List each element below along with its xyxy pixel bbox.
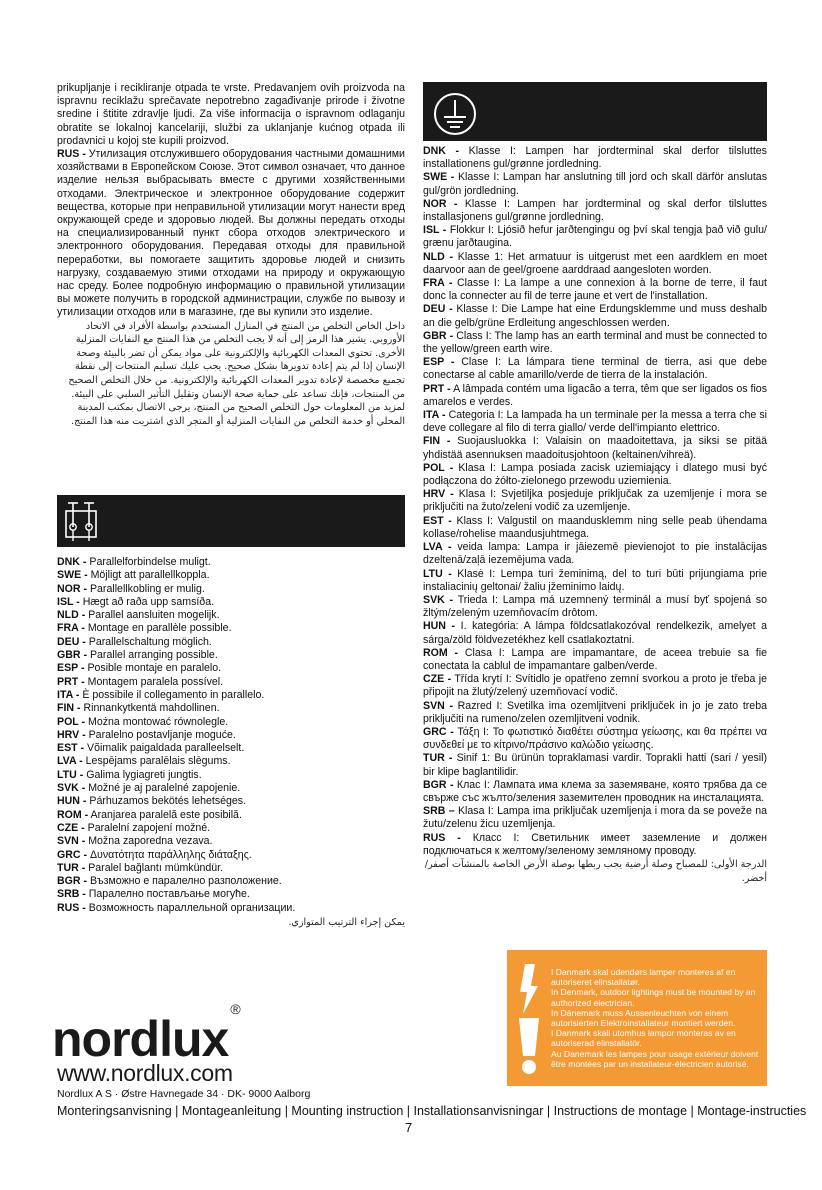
lang-code: EST - [57,742,85,755]
recycling-rus-text: Утилизация отслужившего оборудования частными домашними хозяйствами в Европейском Союзе. Этот символ означает, что данное изделие нельзя выбрасывать вместе с другими хозяйственными отходами. Электрическое и электронное оборудование содержит вещества, которые при неправильной утилизации могут нанести вред окружающей среде и здоровью людей. Вы должны передать отходы на специализированный пункт сбора отходов электрического и электронного оборудования. Передавая отходы для правильной переработки, вы помогаете защитить здоровье людей и снизить нагрузку, создаваемую этими отходами на природу и окружающую нас среду. Более подробную информацию о правильной утилизации вы можете получить в городской администрации, службе по вывозу и утилизации отходов или в магазине, где вы купили это изделие. [57,148,405,319]
logo-text: nordlux [52,1011,229,1067]
parallel-item-text: Paralelno postavljanje moguće. [88,728,236,741]
class1-list-item [423,779,767,805]
lang-code: LVA - [423,541,452,554]
parallel-list-item [57,742,405,755]
lang-code: SWE - [423,171,455,184]
class1-list-item [423,224,767,250]
lang-code: GRC - [57,848,88,861]
lang-code: ESP - [423,356,455,369]
class1-item-text: Class I: The lamp has an earth terminal and must be connected to the yellow/green earth wire. [423,329,768,356]
class1-item-text: Suojausluokka I: Valaisin on maadoitettava, ja siksi se pitää yhdistää asennuksen maadoitusjohtoon (keltainen/vihreä). [423,435,767,461]
lang-code: SVK - [57,782,86,795]
class1-list-item [423,647,767,673]
parallel-item-text: Možné je aj paralelné zapojenie. [88,782,241,795]
company-address: Nordlux A S · Østre Havnegade 34 · DK- 9000 Aalborg [57,1088,311,1100]
parallel-item-text: Võimalik paigaldada paralleelselt. [87,742,245,755]
parallel-list-item [57,649,405,662]
parallel-list-item [57,809,405,822]
parallel-list-item [57,556,405,569]
lang-code: NLD - [57,609,86,622]
class1-item-text: Klasse I: Die Lampe hat eine Erdungsklemme und muss deshalb an die gelb/grüne Erdleitung angeschlossen werden. [423,303,767,329]
parallel-list-item [57,902,405,915]
parallel-list-item [57,849,405,862]
parallel-list-item [57,622,405,635]
class1-item-text: Klasa I: Lampa posiada zacisk uziemiający i dlatego musi być podłączona do żółto-zielonego przewodu uziemienia. [423,461,767,488]
lang-code: DEU - [57,635,86,648]
parallel-item-text: Posible montaje en paralelo. [87,662,222,675]
warning-line: I Danmark skal udendørs lamper monteres af en autoriseret elinstallatør. [551,967,736,988]
class1-list-item [423,594,767,620]
parallel-list-item [57,755,405,768]
parallel-item-text: Parallelschaltung möglich. [88,635,212,648]
class1-list-item [423,700,767,726]
recycling-section [57,82,405,428]
parallel-item-text: Δυνατότητα παράλληλης διάταξης. [89,848,252,861]
parallel-item-text: Paralelní zapojení možné. [87,821,211,834]
class1-list-item [423,752,767,778]
lang-code: NLD - [423,250,454,263]
class1-item-text: Clasa I: Lampa are impamantare, de aceea trebuie sa fie conectata la cablul de impamantare galben/verde. [423,646,767,672]
recycling-rus-paragraph [57,148,405,320]
class1-item-text: Клас I: Лампата има клема за заземяване, която трябва да се свърже със жълто/зеления заземителен проводник на инсталацията. [423,778,767,804]
parallel-item-text: È possibile il collegamento in parallelo. [82,688,265,701]
class1-item-text: Klass I: Valgustil on maandusklemm ning selle peab ühendama kollase/rohelise maandusjuhtmega. [423,514,767,540]
warning-line: Au Danemark les lampes pour usage extérieur doivent être montées par un installateur-électricien autorisé. [551,1048,759,1069]
warning-text [551,967,763,1069]
parallel-list-item [57,662,405,675]
class1-item-text: veida lampa: Lampa ir jāiezemē pievienojot to pie instalācijas dzeltenā/zaļā iezemējuma vada. [423,541,768,567]
parallel-arabic-text: يمكن إجراء الترتيب المتوازي. [288,917,405,929]
lang-code: ROM - [57,808,89,821]
lang-code: RUS - [423,831,461,844]
parallel-list-item [57,782,405,795]
class1-item-text: Klasse I: Lampen har jordterminal skal derfor tilsluttes installationens gul/grønne jordledning. [423,145,767,171]
class1-list-item [423,568,767,594]
lightning-warning-icon [511,960,547,1078]
class1-list-item [423,515,767,541]
class1-item-text: Trieda I: Lampa má uzemnený terminál a musí byť spojená so žltým/zeleným uzemňovacím drôtom. [423,593,767,620]
lang-code: GBR - [57,649,88,662]
class1-item-text: Класс I: Светильник имеет заземление и должен подключаться к желтому/зеленому земляному проводу. [423,831,767,857]
lang-code: ITA - [423,409,446,422]
class1-list-item [423,673,767,699]
lang-code: HUN - [57,795,87,808]
lang-code: TUR - [423,752,453,765]
class1-item-text: A lâmpada contém uma ligacão a terra, têm que ser ligados os fios amarelos e verdes. [423,382,768,408]
class1-list [423,145,767,885]
class1-list-item [423,805,767,831]
lang-code: DEU - [423,303,453,316]
class1-list-item [423,198,767,224]
warning-line: I Danmark skall utomhus lampor monteras av en autoriserad elinstallatör. [551,1028,736,1049]
lang-code: PRT - [423,382,451,395]
recycling-hrv-text: prikupljanje i recikliranje otpada te vrste. Predavanjem ovih proizvoda na ispravnu reciklažu sprečavate nepotrebno zagađivanje prirode i životne sredine i štitite zdravlje ljudi. Za više informacija o ispravnom odlaganju obratite se lokalnoj kancelariji, službi za uklanjanje kućnog otpada ili prodavnici u kojoj ste kupili proizvod. [57,82,405,147]
class1-list-item [423,541,767,567]
lang-code: RUS - [57,901,86,914]
lang-code: LTU - [423,567,452,580]
warning-box [507,950,767,1086]
parallel-list-item [57,702,405,715]
class1-list-item [423,462,767,488]
lang-code: NOR - [57,582,88,595]
class1-item-text: Klasė I: Lempa turi žeminimą, del to turi būti prijungiama prie instaliacinių geltonai/ žaliu įžeminimo laidų. [423,567,767,593]
lang-code: POL - [423,461,454,474]
parallel-list-item [57,596,405,609]
parallel-item-text: Lespējams paralēlais slēgums. [85,755,231,768]
class1-list-item [423,145,767,171]
class1-item-text: Třída krytí I: Svítidlo je opatřeno zemní svorkou a proto je třeba je připojit na žlutý/zelený uzemňovací vodič. [423,673,767,699]
class1-list-item [423,303,767,329]
parallel-list-item [57,609,405,622]
parallel-item-text: Hægt að raða upp samsíða. [82,595,215,608]
class1-list-item [423,330,767,356]
parallel-item-text: Возможность параллельной организации. [88,901,296,914]
class1-item-text: Τάξη I: Το φωτιστικό διαθέτει σύστημα γείωσης, και θα πρέπει να συνδεθεί με το κίτρινο/πράσινο καλώδιο γείωσης. [423,725,767,752]
lang-code: EST - [423,514,452,527]
lang-code: FIN - [423,435,451,448]
class1-list-item [423,726,767,752]
lang-code: FIN - [57,702,81,715]
parallel-item-text: Parallel arranging possible. [89,649,218,662]
lang-code: RUS - [57,148,86,161]
lang-code: SVK - [423,593,454,606]
parallel-item-text: Montagem paralela possível. [87,675,224,688]
lang-code: BGR - [423,778,454,791]
lang-code: FRA - [423,277,453,290]
lang-code: SRB - [57,888,86,901]
lang-code: ITA - [57,688,80,701]
lang-code: SVN - [57,835,86,848]
parallel-list-item [57,835,405,848]
registered-mark: ® [230,1001,240,1018]
lang-code: PRT - [57,675,85,688]
parallel-connection-icon [59,497,104,545]
parallel-list-item [57,729,405,742]
lang-code: TUR - [57,861,86,874]
lang-code: BGR - [57,875,88,888]
lang-code: SVN - [423,699,453,712]
class1-item-text: Razred I: Svetilka ima ozemljitveni priključek in jo je zato treba priključiti na rumeno/zelen ozemljitveni vodnik. [423,699,767,725]
parallel-list-item [57,636,405,649]
lang-code: LTU - [57,768,84,781]
lang-code: CZE - [423,673,452,686]
lang-code: FRA - [57,622,85,635]
parallel-item-text: Parallelforbindelse muligt. [89,556,211,568]
lang-code: ISL - [423,224,447,237]
parallel-item-text: Párhuzamos bekötés lehetséges. [89,795,247,808]
class1-item-text: Sinif 1: Bu ürünün topraklamasi vardir. Toprakli hatti (sari / yesil) bir klipe baglantilidir. [423,752,767,778]
parallel-list-item [57,769,405,782]
class1-list-item [423,832,767,858]
class1-item-text: I. kategória: A lámpa földcsatlakozóval rendelkezik, amelyet a sárga/zöld földvezetékhez kell csatlakoztatni. [423,620,767,646]
warning-line: In Denmark, outdoor lightings must be mounted by an authorized electrician. [551,987,756,1008]
recycling-arabic-text: داخل الخاص التخلص من المنتج في المنازل المستخدم بواسطة الأفراد في الاتحاد الأوروبي. يشير هذا الرمز إلى أنه لا يجب التخلص من هذا المنتج مع النفايات المنزلية الأخرى. تحتوي المعدات الكهربائية والإلكترونية على مواد يمكن أن تضر بالبيئة وصحة الإنسان إذا لم يتم إعادة تدويرها بشكل صحيح. يجب عليك تسليم المنتجات إلى نقطة تجميع مخصصة لإعادة تدوير المعدات الكهربائية والإلكترونية. من خلال التخلص الصحيح من المنتجات، فإنك تساعد على حماية صحة الإنسان وتقليل التأثير السلبي على البيئة. لمزيد من المعلومات حول التخلص الصحيح من المنتج، يرجى الاتصال بمكتب المدينة المحلي أو خدمة التخلص من النفايات المنزلية أو المتجر الذي اشتريت منه هذا المنتج. [68,320,405,427]
lang-code: NOR - [423,197,458,210]
parallel-header-bar [57,495,405,547]
class1-item-text: Categoria I: La lampada ha un terminale per la messa a terra che si deve collegare al filo di terra giallo/ verde dell'impianto elettrico. [423,409,767,435]
parallel-list-item [57,822,405,835]
parallel-list-item [57,569,405,582]
class1-item-text: Klasse I: Lampan har anslutning till jord och skall därför anslutas gul/grön jordledning. [423,171,767,197]
lang-code: ESP - [57,662,85,675]
parallel-item-text: Možna zaporedna vezava. [88,835,213,848]
parallel-item-text: Parallellkobling er mulig. [89,582,205,595]
class1-item-text: Klasse I: Lampen har jordterminal og skal derfor tilsluttes installasjonens gul/grønne jordledning. [423,197,767,224]
class1-arabic-text: الدرجة الأولى: للمصباح وصلة أرضية يجب ربطها بوصلة الأرض الخاصة بالمنشآت أصفر/ أخضر. [424,858,767,884]
lang-code: HRV - [57,728,86,741]
class1-list-item [423,409,767,435]
parallel-list-item [57,689,405,702]
class1-list-item [423,356,767,382]
class1-item-text: Klasse 1: Het armatuur is uitgerust met een aardklem en moet daarvoor aan de geel/groene aarddraad aangesloten worden. [423,250,768,276]
class1-item-text: Flokkur I: Ljósið hefur jarðtengingu og því skal tengja það við gulu/ grænu jarðtaugina. [423,224,767,250]
parallel-item-text: Paralel bağlantı mümkündür. [88,861,224,874]
parallel-list-item [57,862,405,875]
lang-code: LVA - [57,755,83,768]
lang-code: GBR - [423,329,454,342]
earth-header-bar [423,82,767,141]
website-url[interactable]: www.nordlux.com [57,1060,233,1086]
page-number: 7 [405,1120,413,1135]
parallel-item-text: Паралелно постављање могуће. [88,888,250,901]
parallel-item-text: Възможно е паралелно разположение. [89,875,282,888]
parallel-item-text: Möjligt att parallellkoppla. [90,569,210,582]
parallel-item-text: Można montować równolegle. [88,715,229,728]
parallel-list-item [57,583,405,596]
lang-code: DNK - [423,145,460,157]
class1-item-text: Clase I: La lámpara tiene terminal de tierra, asi que debe conectarse al cable amarillo/verde de tierra de la instalación. [423,356,767,382]
parallel-item-text: Parallel aansluiten mogelijk. [88,609,220,622]
lang-code: DNK - [57,556,87,568]
class1-list-item [423,171,767,197]
lang-code: HUN - [423,620,456,633]
parallel-item-text: Rinnankytkentä mahdollinen. [83,702,220,715]
warning-line: In Dänemark muss Aussenleuchten von einem autorisierten Elektroinstallateur montiert werden. [551,1007,736,1029]
lang-code: ISL - [57,595,80,608]
class1-list-item [423,435,767,461]
class1-list-item [423,277,767,303]
lang-code: HRV - [423,488,454,501]
class1-list-item [423,383,767,409]
class1-item-text: Klasa I: Svjetiljka posjeduje priključak za uzemljenje i mora se priključiti na žuto/zeleni vodič za uzemljenje. [423,488,767,514]
class1-item-text: Classe I: La lampe a une connexion à la borne de terre, il faut donc la connecter au fil de terre jaune et vert de l'installation. [423,277,767,303]
parallel-item-text: Aranjarea paralelă este posibilă. [90,808,242,821]
lang-code: SWE - [57,569,88,582]
class1-list-item [423,251,767,277]
lang-code: ROM - [423,646,459,659]
earth-ground-icon [431,90,479,138]
parallel-list-item [57,795,405,808]
parallel-list [57,556,405,930]
instruction-titles: Monteringsanvisning | Montageanleitung | Mounting instruction | Installationsanvisningar | Instructions de montage | Montage-instructies [57,1104,807,1118]
parallel-list-item [57,888,405,901]
parallel-list-item [57,676,405,689]
lang-code: SRB – [423,805,455,818]
parallel-list-item [57,716,405,729]
lang-code: POL - [57,715,86,728]
lang-code: CZE - [57,821,85,834]
class1-list-item [423,620,767,646]
parallel-list-item [57,875,405,888]
lang-code: GRC - [423,725,454,738]
class1-list-item [423,488,767,514]
parallel-item-text: Galima lygiagreti jungtis. [86,768,202,781]
parallel-item-text: Montage en parallèle possible. [87,622,232,635]
class1-item-text: Klasa I: Lampa ima priključak uzemljenja i mora da se poveže na žutu/zelenu žicu uzemljenja. [423,805,767,831]
